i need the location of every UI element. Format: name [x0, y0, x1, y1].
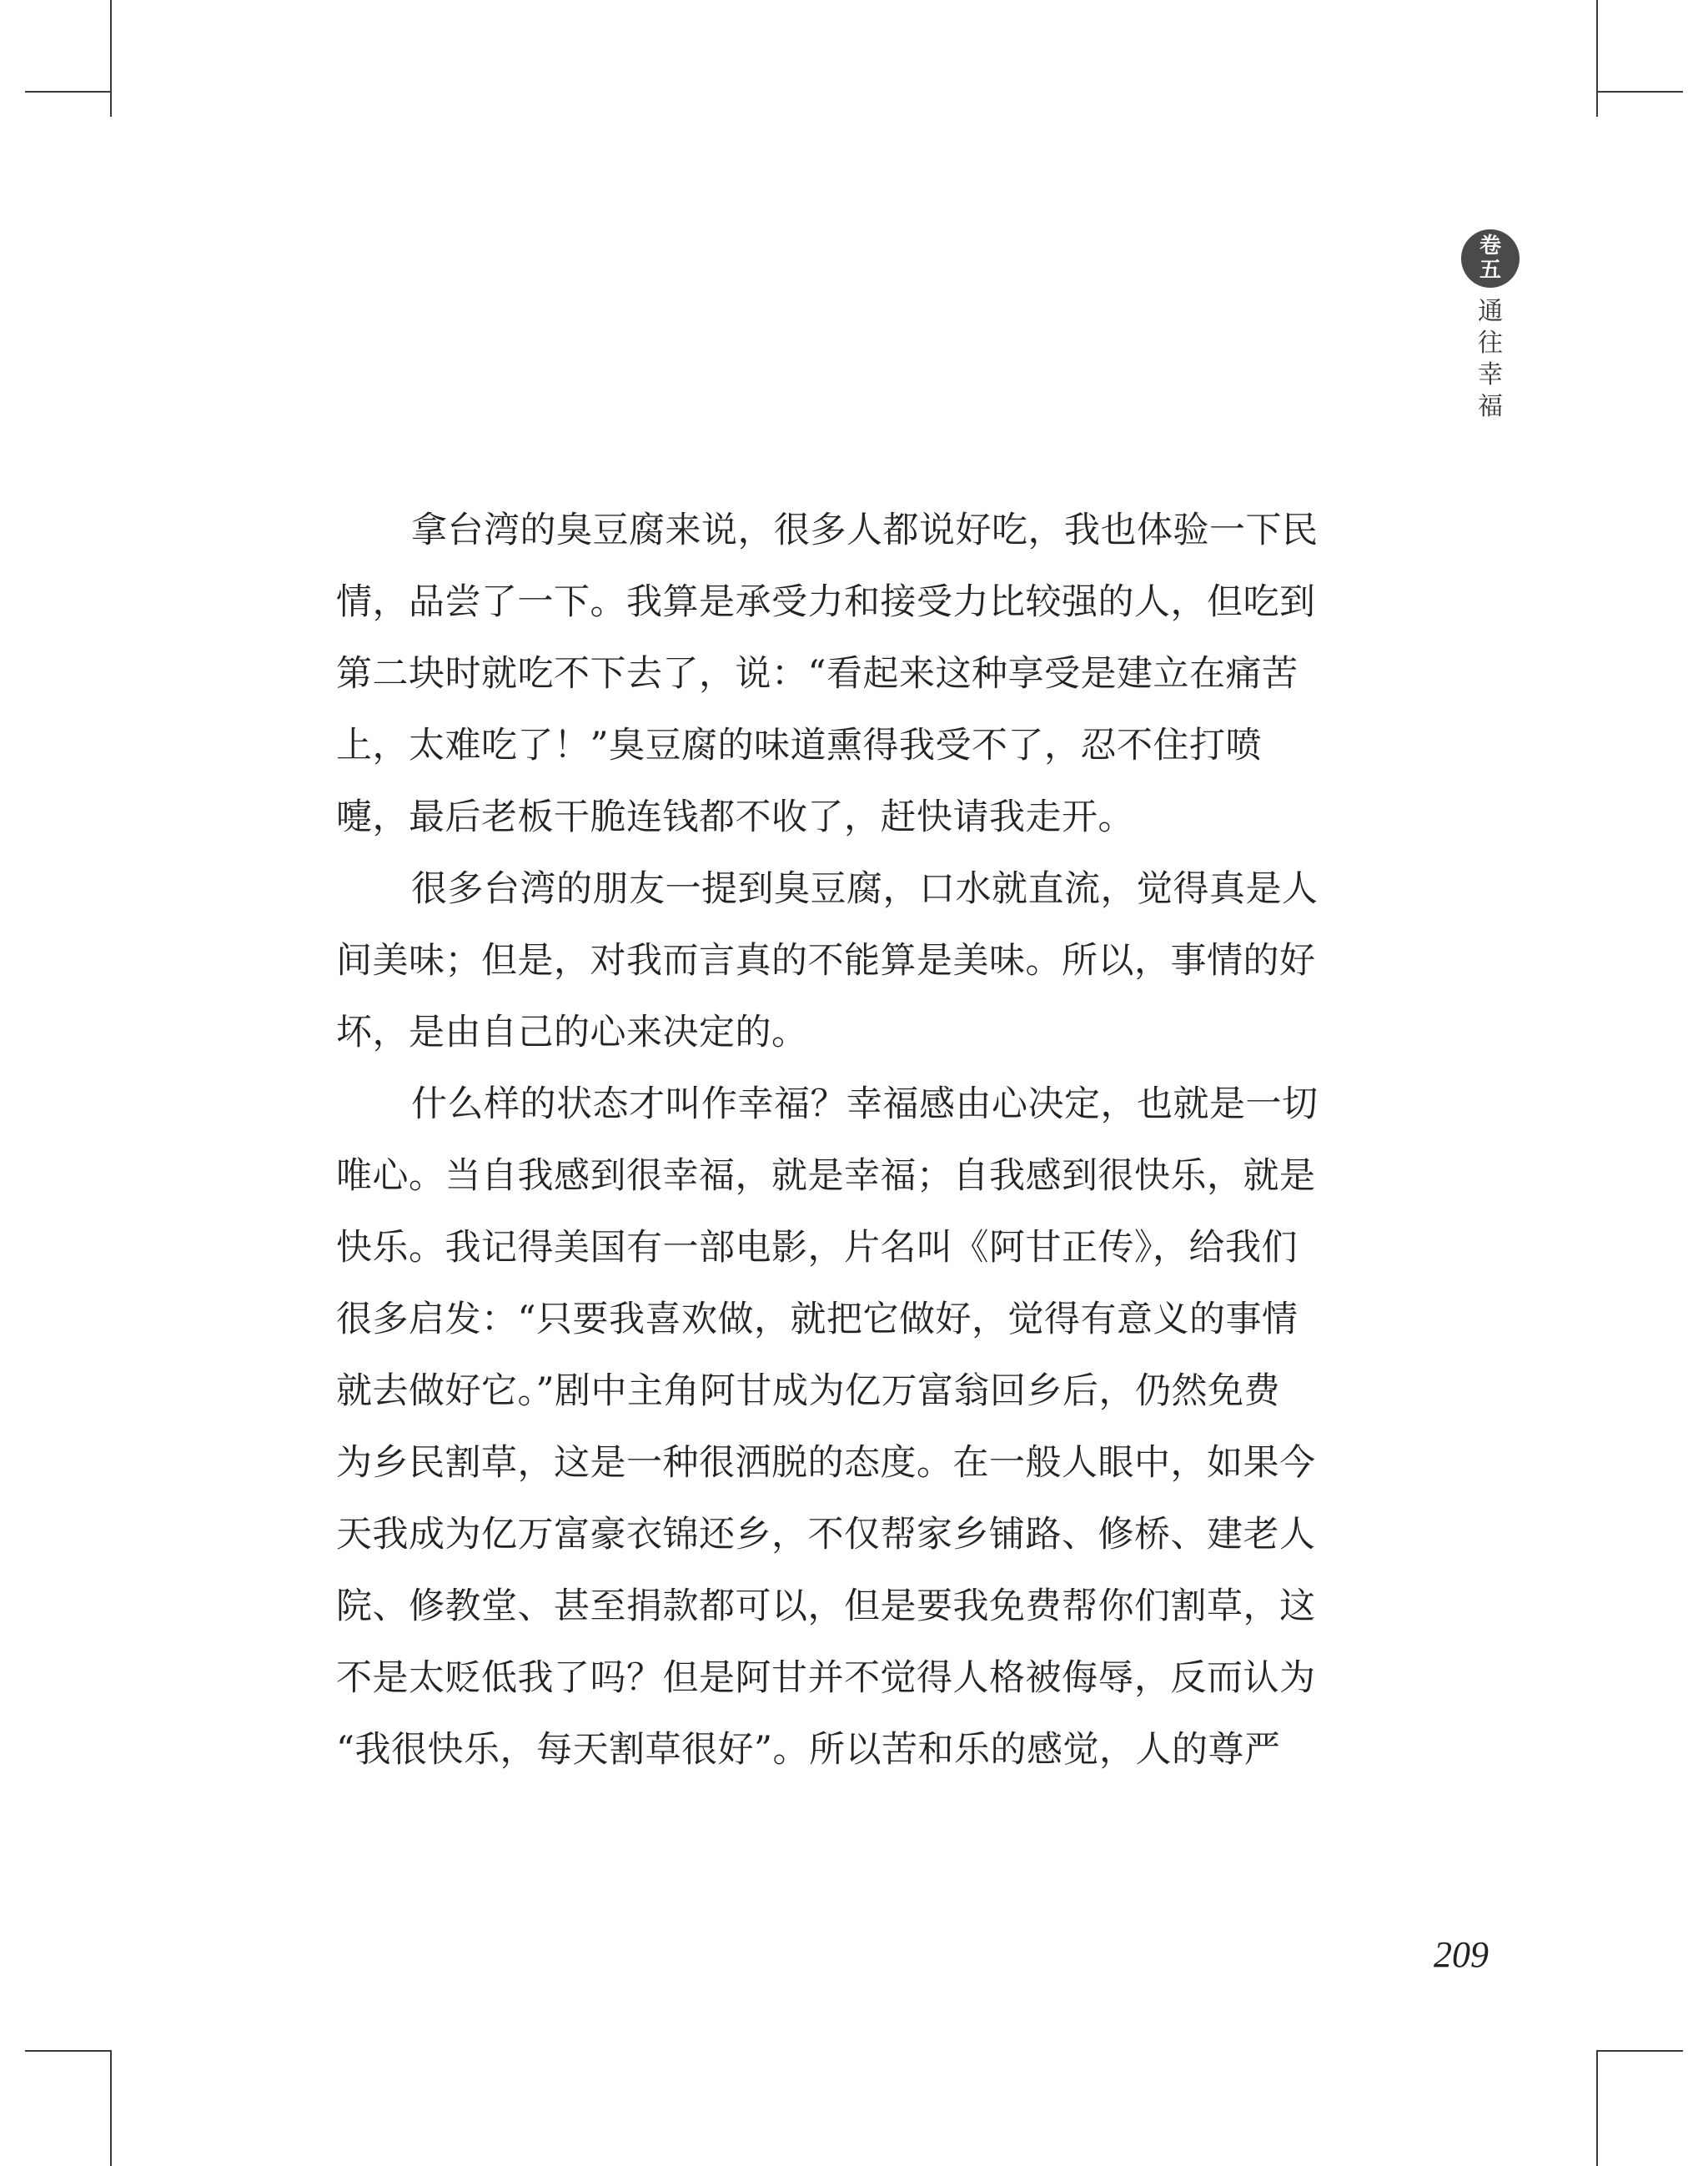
chapter-badge	[1461, 229, 1520, 288]
text-line: 天我成为亿万富豪衣锦还乡，不仅帮家乡铺路、修桥、建老人	[336, 1514, 1316, 1555]
body-text	[336, 500, 1345, 1792]
text-line: 就去做好它。”剧中主角阿甘成为亿万富翁回乡后，仍然免费	[336, 1370, 1280, 1412]
page-number: 209	[1434, 1934, 1489, 1975]
text-line: 什么样的状态才叫作幸福？幸福感由心决定，也就是一切	[411, 1083, 1319, 1125]
chapter-title	[1474, 296, 1507, 423]
text-line: 嚏，最后老板干脆连钱都不收了，赶快请我走开。	[336, 797, 1134, 838]
chapter-badge-bottom: 五	[1479, 258, 1501, 283]
text-line: 很多启发：“只要我喜欢做，就把它做好，觉得有意义的事情	[336, 1299, 1299, 1340]
chapter-title-char: 福	[1478, 392, 1503, 421]
text-line: 第二块时就吃不下去了，说：“看起来这种享受是建立在痛苦	[336, 653, 1299, 695]
crop-mark-top-right-vertical	[1596, 0, 1598, 117]
crop-mark-bottom-right-horizontal	[1596, 2050, 1683, 2052]
text-line: “我很快乐，每天割草很好”。所以苦和乐的感觉，人的尊严	[336, 1729, 1281, 1771]
crop-mark-bottom-left-vertical	[110, 2050, 112, 2166]
crop-mark-bottom-left-horizontal	[25, 2050, 112, 2052]
text-line: 情，品尝了一下。我算是承受力和接受力比较强的人，但吃到	[336, 581, 1316, 623]
text-line: 不是太贬低我了吗？但是阿甘并不觉得人格被侮辱，反而认为	[336, 1657, 1316, 1699]
text-line: 上，太难吃了！”臭豆腐的味道熏得我受不了，忍不住打喷	[336, 725, 1262, 766]
text-line: 间美味；但是，对我而言真的不能算是美味。所以，事情的好	[336, 940, 1316, 982]
text-line: 院、修教堂、甚至捐款都可以，但是要我免费帮你们割草，这	[336, 1586, 1316, 1627]
text-line: 很多台湾的朋友一提到臭豆腐，口水就直流，觉得真是人	[411, 868, 1319, 910]
chapter-title-char: 通	[1478, 297, 1503, 326]
crop-mark-top-right-horizontal	[1596, 91, 1683, 93]
crop-mark-top-left-vertical	[110, 0, 112, 117]
crop-mark-bottom-right-vertical	[1596, 2050, 1598, 2166]
text-line: 拿台湾的臭豆腐来说，很多人都说好吃，我也体验一下民	[411, 510, 1319, 551]
text-line: 快乐。我记得美国有一部电影，片名叫《阿甘正传》，给我们	[336, 1227, 1298, 1269]
text-line: 为乡民割草，这是一种很洒脱的态度。在一般人眼中，如果今	[336, 1442, 1316, 1484]
chapter-title-char: 幸	[1478, 360, 1503, 389]
chapter-badge-top: 卷	[1479, 234, 1501, 259]
crop-mark-top-left-horizontal	[25, 91, 112, 93]
chapter-title-char: 往	[1478, 329, 1503, 358]
text-line: 唯心。当自我感到很幸福，就是幸福；自我感到很快乐，就是	[336, 1155, 1316, 1197]
text-line: 坏，是由自己的心来决定的。	[336, 1012, 808, 1053]
